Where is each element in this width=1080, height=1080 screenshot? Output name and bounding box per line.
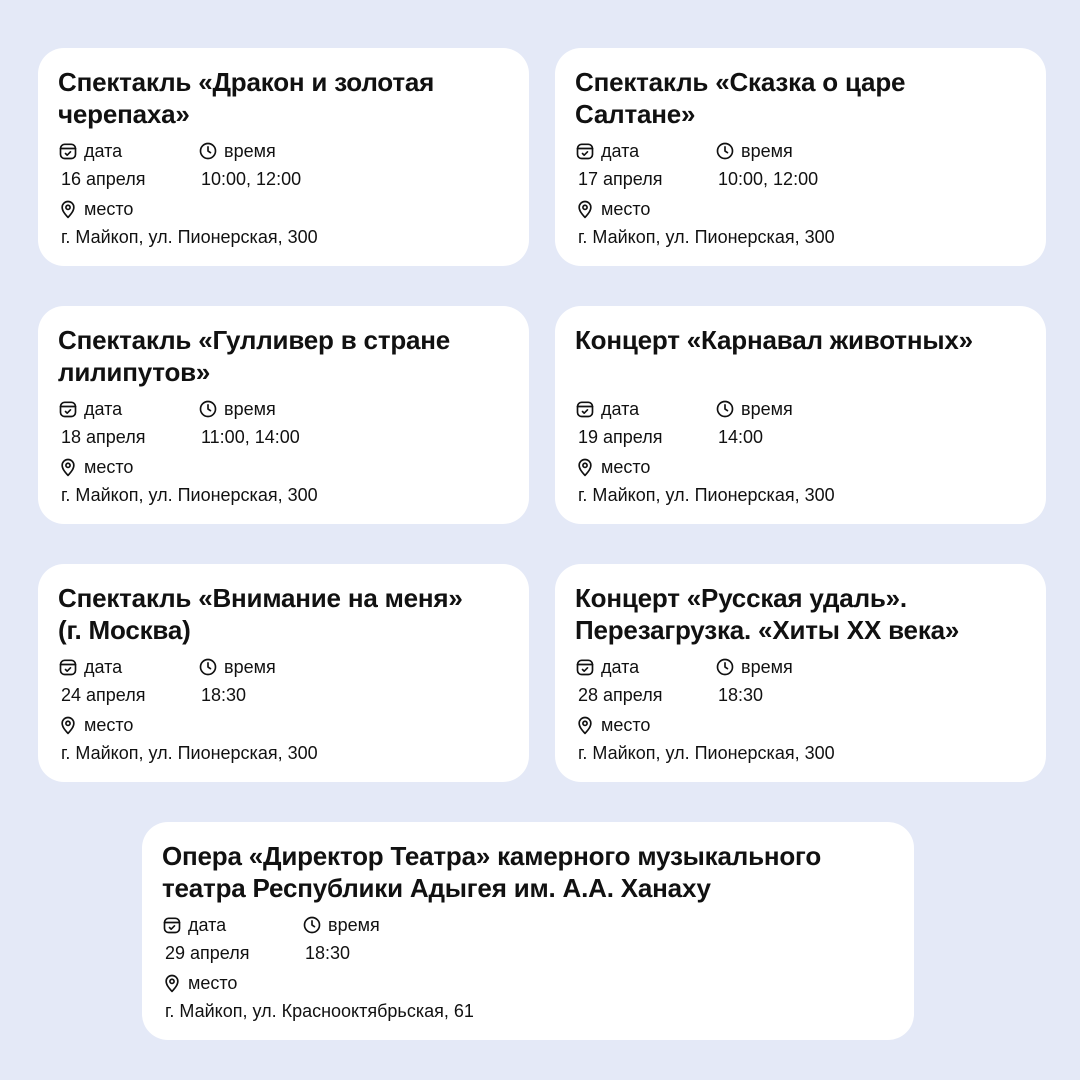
event-time: 11:00, 14:00	[201, 427, 300, 447]
event-title-line: театра Республики Адыгея им. А.А. Ханаху	[162, 873, 711, 903]
map-pin-icon	[58, 457, 78, 477]
place-label: место	[601, 715, 651, 735]
event-place: г. Майкоп, ул. Пионерская, 300	[61, 485, 318, 505]
calendar-check-icon	[58, 657, 78, 677]
map-pin-icon	[58, 715, 78, 735]
date-label: дата	[84, 657, 123, 677]
clock-icon	[302, 915, 322, 935]
event-date: 19 апреля	[578, 427, 663, 447]
clock-icon	[715, 141, 735, 161]
calendar-check-icon	[575, 657, 595, 677]
event-card[interactable]	[38, 48, 529, 266]
event-card[interactable]	[555, 48, 1046, 266]
event-title-line: Концерт «Русская удаль».	[575, 583, 907, 613]
event-title-line: лилипутов»	[58, 357, 211, 387]
calendar-check-icon	[575, 141, 595, 161]
time-label: время	[741, 657, 793, 677]
calendar-check-icon	[58, 141, 78, 161]
event-title-line: Концерт «Карнавал животных»	[575, 325, 973, 355]
calendar-check-icon	[575, 399, 595, 419]
time-label: время	[224, 657, 276, 677]
place-label: место	[84, 199, 134, 219]
time-label: время	[741, 141, 793, 161]
event-time: 18:30	[201, 685, 247, 705]
clock-icon	[715, 657, 735, 677]
event-place: г. Майкоп, ул. Пионерская, 300	[61, 743, 318, 763]
place-label: место	[601, 457, 651, 477]
calendar-check-icon	[58, 399, 78, 419]
event-card[interactable]	[38, 564, 529, 782]
event-title-line: Спектакль «Гулливер в стране	[58, 325, 451, 355]
place-label: место	[188, 973, 238, 993]
event-title	[58, 66, 509, 130]
event-place: г. Майкоп, ул. Краснооктябрьская, 61	[165, 1001, 474, 1021]
event-date: 18 апреля	[61, 427, 146, 447]
event-date: 17 апреля	[578, 169, 663, 189]
map-pin-icon	[575, 199, 595, 219]
place-label: место	[84, 457, 134, 477]
event-card[interactable]	[142, 822, 914, 1040]
event-time: 14:00	[718, 427, 764, 447]
event-time: 10:00, 12:00	[718, 169, 819, 189]
date-label: дата	[601, 141, 640, 161]
event-place: г. Майкоп, ул. Пионерская, 300	[578, 227, 835, 247]
event-date: 16 апреля	[61, 169, 146, 189]
event-date: 24 апреля	[61, 685, 146, 705]
event-date: 29 апреля	[165, 943, 250, 963]
event-title	[162, 840, 894, 904]
map-pin-icon	[575, 457, 595, 477]
time-label: время	[224, 399, 276, 419]
event-title	[575, 324, 1026, 388]
event-title-line: Спектакль «Дракон и золотая	[58, 67, 435, 97]
map-pin-icon	[575, 715, 595, 735]
event-date: 28 апреля	[578, 685, 663, 705]
date-label: дата	[84, 399, 123, 419]
event-title	[58, 324, 509, 388]
event-title	[58, 582, 509, 646]
map-pin-icon	[162, 973, 182, 993]
clock-icon	[715, 399, 735, 419]
event-place: г. Майкоп, ул. Пионерская, 300	[61, 227, 318, 247]
date-label: дата	[601, 399, 640, 419]
clock-icon	[198, 399, 218, 419]
event-title	[575, 66, 1026, 130]
place-label: место	[601, 199, 651, 219]
date-label: дата	[84, 141, 123, 161]
event-title-line: Перезагрузка. «Хиты ХХ века»	[575, 615, 960, 645]
event-title-line: Спектакль «Внимание на меня»	[58, 583, 463, 613]
date-label: дата	[601, 657, 640, 677]
event-place: г. Майкоп, ул. Пионерская, 300	[578, 485, 835, 505]
event-title	[575, 582, 1026, 646]
event-title-line: Салтане»	[575, 99, 696, 129]
calendar-check-icon	[162, 915, 182, 935]
event-title-line: Спектакль «Сказка о царе	[575, 67, 906, 97]
event-time: 10:00, 12:00	[201, 169, 302, 189]
event-card[interactable]	[555, 306, 1046, 524]
event-time: 18:30	[718, 685, 764, 705]
event-card[interactable]	[555, 564, 1046, 782]
time-label: время	[224, 141, 276, 161]
map-pin-icon	[58, 199, 78, 219]
event-title-line: Опера «Директор Театра» камерного музыкального	[162, 841, 822, 871]
event-title-line: черепаха»	[58, 99, 190, 129]
event-time: 18:30	[305, 943, 351, 963]
date-label: дата	[188, 915, 227, 935]
clock-icon	[198, 657, 218, 677]
event-card[interactable]	[38, 306, 529, 524]
event-title-line: (г. Москва)	[58, 615, 191, 645]
clock-icon	[198, 141, 218, 161]
place-label: место	[84, 715, 134, 735]
time-label: время	[328, 915, 380, 935]
time-label: время	[741, 399, 793, 419]
event-place: г. Майкоп, ул. Пионерская, 300	[578, 743, 835, 763]
